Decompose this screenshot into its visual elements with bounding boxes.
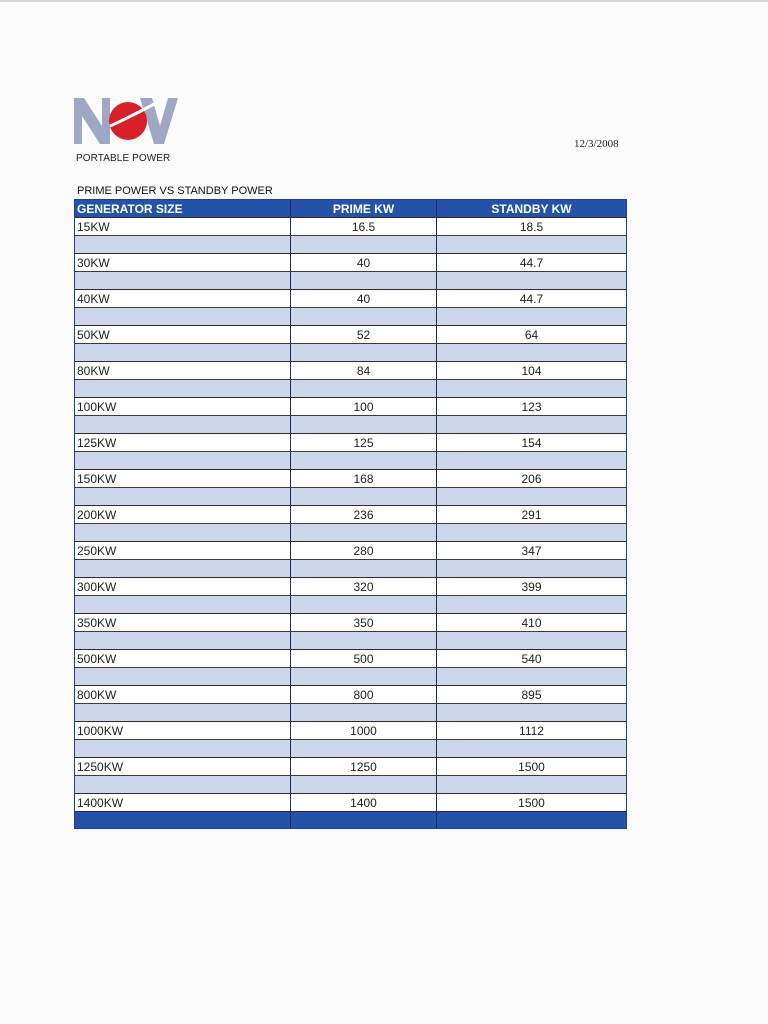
spacer-cell xyxy=(75,488,291,505)
table-spacer-row xyxy=(75,703,626,721)
spacer-cell xyxy=(75,776,291,793)
spacer-cell xyxy=(437,560,626,577)
table-row xyxy=(75,433,626,451)
table-row xyxy=(75,217,626,235)
table-spacer-row xyxy=(75,307,626,325)
spacer-cell xyxy=(291,308,437,325)
spacer-cell xyxy=(75,380,291,397)
spacer-cell xyxy=(291,596,437,613)
spacer-cell xyxy=(437,632,626,649)
spacer-cell xyxy=(437,308,626,325)
spacer-cell xyxy=(291,668,437,685)
generator-size-cell: 1250KW xyxy=(75,758,291,775)
table-title: PRIME POWER VS STANDBY POWER xyxy=(77,185,273,197)
generator-size-cell: 80KW xyxy=(75,362,291,379)
prime-kw-cell: 1000 xyxy=(291,722,437,739)
standby-kw-cell: 291 xyxy=(521,507,542,522)
generator-size-cell: 150KW xyxy=(75,470,291,487)
table-spacer-row xyxy=(75,559,626,577)
prime-kw-cell: 40 xyxy=(291,290,437,307)
standby-kw-cell: 44.7 xyxy=(519,255,544,270)
spacer-cell xyxy=(291,272,437,289)
table-spacer-row xyxy=(75,775,626,793)
spacer-cell xyxy=(75,308,291,325)
prime-kw-cell: 125 xyxy=(291,434,437,451)
footer-cell xyxy=(75,812,291,828)
spacer-cell xyxy=(75,596,291,613)
table-spacer-row xyxy=(75,379,626,397)
spacer-cell xyxy=(437,668,626,685)
table-row xyxy=(75,289,626,307)
spacer-cell xyxy=(291,380,437,397)
table-spacer-row xyxy=(75,415,626,433)
standby-kw-cell: 44.7 xyxy=(519,291,544,306)
spacer-cell xyxy=(75,416,291,433)
prime-kw-cell: 52 xyxy=(291,326,437,343)
prime-kw-cell: 84 xyxy=(291,362,437,379)
spacer-cell xyxy=(75,740,291,757)
table-spacer-row xyxy=(75,523,626,541)
table-row xyxy=(75,361,626,379)
brand-subtitle: PORTABLE POWER xyxy=(76,153,171,164)
generator-size-cell: 50KW xyxy=(75,326,291,343)
standby-kw-cell: 540 xyxy=(521,651,542,666)
spacer-cell xyxy=(437,704,626,721)
column-header-standby-kw: STANDBY KW xyxy=(491,201,572,216)
table-row xyxy=(75,325,626,343)
spacer-cell xyxy=(75,524,291,541)
table-spacer-row xyxy=(75,595,626,613)
standby-kw-cell: 18.5 xyxy=(519,219,544,234)
spacer-cell xyxy=(291,560,437,577)
spacer-cell xyxy=(75,452,291,469)
spacer-cell xyxy=(291,524,437,541)
spacer-cell xyxy=(291,488,437,505)
standby-kw-cell: 154 xyxy=(521,435,542,450)
spacer-cell xyxy=(437,272,626,289)
table-spacer-row xyxy=(75,235,626,253)
spacer-cell xyxy=(75,344,291,361)
prime-kw-cell: 280 xyxy=(291,542,437,559)
standby-kw-cell: 895 xyxy=(521,687,542,702)
power-table xyxy=(74,199,627,829)
spacer-cell xyxy=(291,740,437,757)
generator-size-cell: 15KW xyxy=(75,218,291,235)
table-row xyxy=(75,397,626,415)
spacer-cell xyxy=(437,416,626,433)
generator-size-cell: 100KW xyxy=(75,398,291,415)
table-spacer-row xyxy=(75,271,626,289)
table-spacer-row xyxy=(75,343,626,361)
spacer-cell xyxy=(291,632,437,649)
prime-kw-cell: 40 xyxy=(291,254,437,271)
standby-kw-cell: 1500 xyxy=(518,759,545,774)
spacer-cell xyxy=(437,740,626,757)
generator-size-cell: 40KW xyxy=(75,290,291,307)
standby-kw-cell: 399 xyxy=(521,579,542,594)
spacer-cell xyxy=(437,344,626,361)
standby-kw-cell: 1112 xyxy=(519,723,544,738)
spacer-cell xyxy=(437,236,626,253)
table-header xyxy=(75,200,626,217)
table-row xyxy=(75,685,626,703)
prime-kw-cell: 236 xyxy=(291,506,437,523)
page-top-edge xyxy=(0,0,768,2)
spacer-cell xyxy=(291,776,437,793)
generator-size-cell: 500KW xyxy=(75,650,291,667)
footer-cell xyxy=(291,812,437,828)
table-row xyxy=(75,253,626,271)
standby-kw-cell: 123 xyxy=(521,399,542,414)
prime-kw-cell: 168 xyxy=(291,470,437,487)
spacer-cell xyxy=(291,236,437,253)
table-row xyxy=(75,757,626,775)
spacer-cell xyxy=(75,704,291,721)
spacer-cell xyxy=(437,488,626,505)
spacer-cell xyxy=(437,776,626,793)
document-date: 12/3/2008 xyxy=(574,138,619,150)
prime-kw-cell: 16.5 xyxy=(291,218,437,235)
generator-size-cell: 200KW xyxy=(75,506,291,523)
prime-kw-cell: 1250 xyxy=(291,758,437,775)
generator-size-cell: 250KW xyxy=(75,542,291,559)
table-row xyxy=(75,649,626,667)
table-spacer-row xyxy=(75,451,626,469)
spacer-cell xyxy=(437,380,626,397)
spacer-cell xyxy=(75,236,291,253)
spacer-cell xyxy=(437,596,626,613)
table-row xyxy=(75,613,626,631)
spacer-cell xyxy=(437,524,626,541)
prime-kw-cell: 350 xyxy=(291,614,437,631)
prime-kw-cell: 100 xyxy=(291,398,437,415)
standby-kw-cell: 206 xyxy=(521,471,542,486)
spacer-cell xyxy=(75,272,291,289)
spacer-cell xyxy=(291,452,437,469)
spacer-cell xyxy=(291,704,437,721)
spacer-cell xyxy=(291,416,437,433)
spacer-cell xyxy=(437,452,626,469)
standby-kw-cell: 410 xyxy=(521,615,542,630)
table-row xyxy=(75,721,626,739)
generator-size-cell: 800KW xyxy=(75,686,291,703)
generator-size-cell: 300KW xyxy=(75,578,291,595)
standby-kw-cell: 1500 xyxy=(518,795,545,810)
standby-kw-cell: 104 xyxy=(521,363,542,378)
generator-size-cell: 1400KW xyxy=(75,794,291,811)
column-header-generator-size: GENERATOR SIZE xyxy=(75,200,291,217)
table-spacer-row xyxy=(75,487,626,505)
table-row xyxy=(75,793,626,811)
table-footer-bar xyxy=(75,811,626,828)
generator-size-cell: 350KW xyxy=(75,614,291,631)
spacer-cell xyxy=(291,344,437,361)
prime-kw-cell: 500 xyxy=(291,650,437,667)
table-spacer-row xyxy=(75,631,626,649)
spacer-cell xyxy=(75,560,291,577)
prime-kw-cell: 1400 xyxy=(291,794,437,811)
table-row xyxy=(75,505,626,523)
prime-kw-cell: 320 xyxy=(291,578,437,595)
generator-size-cell: 125KW xyxy=(75,434,291,451)
generator-size-cell: 30KW xyxy=(75,254,291,271)
generator-size-cell: 1000KW xyxy=(75,722,291,739)
standby-kw-cell: 347 xyxy=(521,543,542,558)
spacer-cell xyxy=(75,668,291,685)
table-spacer-row xyxy=(75,739,626,757)
table-row xyxy=(75,541,626,559)
prime-kw-cell: 800 xyxy=(291,686,437,703)
table-row xyxy=(75,577,626,595)
table-spacer-row xyxy=(75,667,626,685)
column-header-prime-kw: PRIME KW xyxy=(291,200,437,217)
spacer-cell xyxy=(75,632,291,649)
table-body xyxy=(75,217,626,811)
footer-cell xyxy=(437,812,626,828)
table-row xyxy=(75,469,626,487)
standby-kw-cell: 64 xyxy=(524,327,539,342)
nov-logo xyxy=(74,96,178,146)
